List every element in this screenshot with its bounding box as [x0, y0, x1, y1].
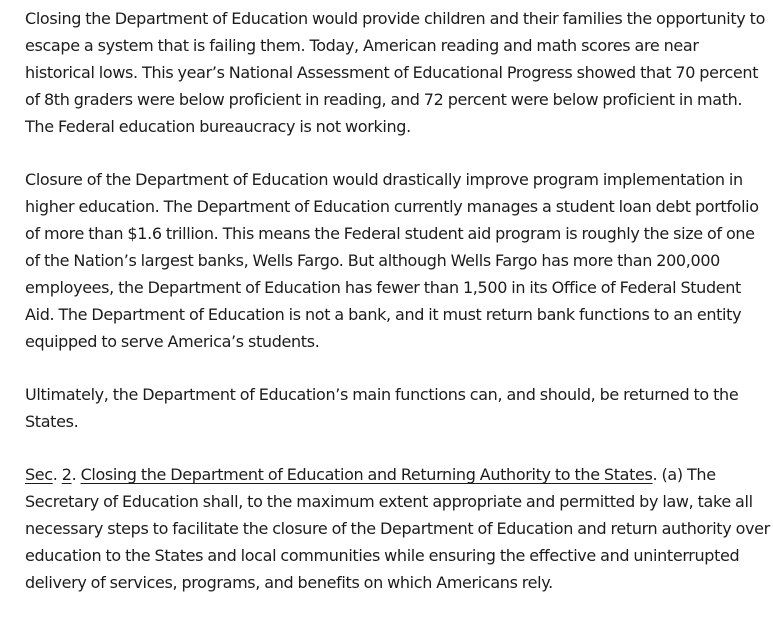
paragraph-higher-education: Closure of the Department of Education would drastically improve program implementation in higher education. The Department of Education currently manages a student loan debt portfolio of more than $1.6 trillion. This means the Federal student aid program is roughly the size of one of the Nation’s largest banks, Wells Fargo. But although Wells Fargo has more than 200,000 employees, the Department of Education has fewer than 1,500 in its Office of Federal Student Aid. The Department of Education is not a bank, and it must return bank functions to an entity equipped to serve America’s students.	[25, 170, 759, 351]
section-label: Sec	[25, 465, 53, 484]
section-2: Sec. 2. Closing the Department of Education and Returning Authority to the States. (a) The Secretary of Education shall, to the maximum extent appropriate and permitted by law, take all necessary steps to facilitate the closure of the Department of Education and return authority over education to the States and local communities while ensuring the effective and uninterrupted delivery of services, programs, and benefits on which Americans rely.	[25, 465, 770, 592]
section-heading: Closing the Department of Education and Returning Authority to the States	[80, 465, 653, 484]
document-body	[25, 5, 770, 622]
section-body: (a) The Secretary of Education shall, to the maximum extent appropriate and permitted by law, take all necessary steps to facilitate the closure of the Department of Education and return authority over education to the States and local communities while ensuring the effective and uninterrupted delivery of services, programs, and benefits on which Americans rely.	[25, 465, 770, 592]
paragraph-failing-system: Closing the Department of Education would provide children and their families the opportunity to escape a system that is failing them. Today, American reading and math scores are near historical lows. This year’s National Assessment of Educational Progress showed that 70 percent of 8th graders were below proficient in reading, and 72 percent were below proficient in math. The Federal education bureaucracy is not working.	[25, 9, 766, 136]
paragraph-return-to-states: Ultimately, the Department of Education’s main functions can, and should, be returned to the States.	[25, 385, 739, 431]
section-number: 2	[61, 465, 72, 484]
